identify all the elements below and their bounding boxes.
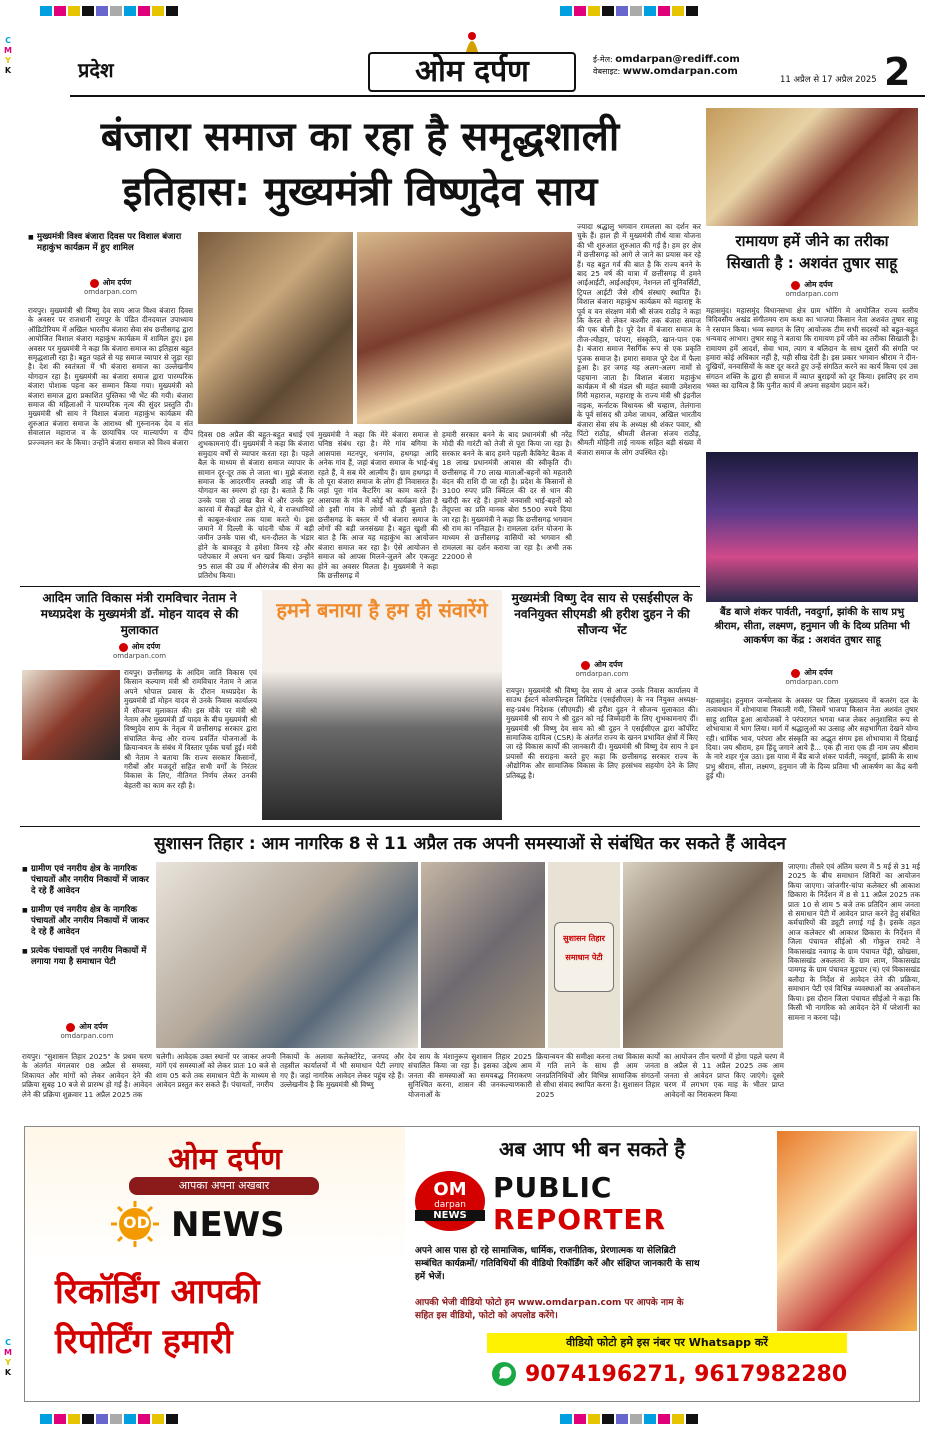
susashan-column-6: का आयोजन तीन चरणों में होगा पहले चरण में 8 अप्रैल से 11 अप्रैल 2025 तक आम जनता से आवेदन प्राप्त किए जाएंगे। दूसरे चरण में लगभग एक माह के भीतर प्राप्त आवेदनों का निराकरण किया <box>664 1052 784 1099</box>
ad-phone-numbers: 9074196271, 9617982280 <box>525 1361 848 1387</box>
susashan-bullet: ■ ग्रामीण एवं नगरीय क्षेत्र के नागरिक पंचायतों और नगरीय निकायों में जाकर दे रहे हैं आवेदन <box>22 864 152 897</box>
ad-od: OD <box>123 1213 150 1232</box>
ramayan-headline: रामायण हमें जीने का तरीका सिखाती है : अशवंत तुषार साहू <box>726 232 898 272</box>
ad-photo-collage <box>777 1131 917 1331</box>
masthead-rule <box>70 95 925 97</box>
masthead-logo: ओम दर्पण <box>368 52 576 92</box>
color-registration-strip <box>40 1414 178 1424</box>
duhan-byline: ओम दर्पण omdarpan.com <box>575 660 629 678</box>
ad-news: NEWS <box>171 1205 285 1245</box>
cmyk-marks-bottom: C M Y K <box>4 1338 12 1377</box>
box-label: समाधान पेटी <box>565 953 603 962</box>
logo-dot-icon <box>791 281 800 290</box>
section-divider <box>20 826 920 827</box>
susashan-column-5: क्रियान्वयन की समीक्षा करना तथा विकास कार्यों में गति लाने के साथ ही आम जनता जनप्रतिनिधियों और विभिन्न सामाजिक संगठनों से सीधा संवाद स्थापित करना है। सुशासन तिहार 2025 <box>536 1052 660 1099</box>
procession-body: महासमुंद। हनुमान जन्मोत्सव के अवसर पर जिला मुख्यालय में बजरंग दल के तत्वावधान में शोभायात्रा निकाली गयी, जिसमें भाजपा किसान नेता अशवंत तुषार साहू शामिल हुआ आयोजकों ने परंपरागत भगवा ध्वज लेकर अनुशासित रूप से शोभायात्रा में भाग लिया। मार्ग में श्रद्धालुओं का उत्साह और सहभागिता देखने योग्य रही। धार्मिक भाव, परंपरा और संस्कृति का अद्भुत संगम इस शोभायात्रा में दिखाई दिया। जय श्रीराम, हम हिंदू जगाने आये हैं... एक ही नारा एक ही नाम जय श्रीराम के नारे शहर गूंज उठा। इस यात्रा में बैंड बाजे शंकर पार्वती, नवदुर्गा, झांकी के साथ प्रभु श्रीराम, सीता, लक्ष्मण, हनुमान जी के दिव्य प्रतिमा भी आकर्षण का केंद्र बनी हुई थी। <box>706 696 918 781</box>
netam-photo <box>22 670 120 760</box>
color-registration-strip <box>40 6 178 16</box>
logo-dot-icon <box>90 279 99 288</box>
lead-column-1: रायपुर। मुख्यमंत्री श्री विष्णु देव साय आज विश्व बंजारा दिवस के अवसर पर राजधानी रायपुर के पंडित दीनदयाल उपाध्याय ऑडिटोरियम में अखिल भारतीय बंजारा सेवा संघ छत्तीसगढ़ द्वारा आयोजित विशाल बंजारा महाकुंभ कार्यक्रम में शामिल हुए। इस अवसर पर मुख्यमंत्री ने कहा कि बंजारा समाज का इतिहास बहुत समृद्धशाली रहा है। बहुत पहले से यह समाज व्यापार से जुड़ा रहा है। देश की स्वतंत्रता में भी बंजारा समाज का उल्लेखनीय योगदान रहा है। मुख्यमंत्री का बंजारा समाज द्वारा पारम्परिक बंजारा पोशाक पहना कर सम्मान किया गया। मुख्यमंत्री को बंजारा समाज द्वारा प्रकाशित पुस्तिका भी भेंट की गयी। बंजारा समाज की महिलाओं ने पारम्परिक नृत्य की सुंदर प्रस्तुति दी। मुख्यमंत्री श्री साय ने विशाल बंजारा महाकुंभ कार्यक्रम की शुरुआत बंजारा समाज के आराध्य श्री गुरुनानक देव व संत सेवालाल महाराज व के छायाचित्र पर माल्यार्पण व दीप प्रज्ज्वलन कर के किया। उन्होंने बंजारा समाज को विश्व बंजारा <box>28 306 193 447</box>
lead-column-2: दिवस 08 अप्रैल की बहुत-बहुत बधाई एवं शुभकामनाएं दीं। मुख्यमंत्री ने कहा कि बंजारा समुदाय वर्षों से व्यापार करता रहा है। पहले बैल के माध्यम से बंजारा समाज व्यापार के सामान दूर-दूर तक ले जाता था। मुझे बंजारा समाज के आदरणीय लक्खी शाह जी के योगदान का स्मरण हो रहा है। बताते हैं कि उनके पास दो लाख बैल थे और उनके हर कारवां में सैकड़ों बैल होते थे, वे राजधानियों से काबुल-कंधार तक यात्रा करते थे। इस जमाने में दिल्ली के चांदनी चौक में बड़ी जमीन उनके पास थी, धन-दौलत के भंडार होने के बावजूद वे हमेशा विनय रहे और परोपकार में अपना धन खर्च किया। उन्होंने 95 साल की उम्र में औरंगजेब की सेना का प्रतिरोध किया। <box>198 430 314 580</box>
color-registration-strip <box>560 6 698 16</box>
ad-call-title: अब आप भी बन सकते है <box>499 1137 685 1161</box>
section-divider <box>20 586 700 587</box>
page-number: 2 <box>884 50 911 94</box>
susashan-column-2: चलेगी। आवेदक उक्त स्थानों पर जाकर अपनी मांगें एवं समस्याओं को लेकर प्रातः 10 बजे से शाम 05 बजे तक समाधान पेटी के माध्यम से आवेदन प्रस्तुत कर सकते हैं। पंचायतों, नगरीय <box>156 1052 276 1090</box>
susashan-bullets <box>22 864 152 968</box>
netam-headline: आदिम जाति विकास मंत्री रामविचार नेताम ने मध्यप्रदेश के मुख्यमंत्री डॉ. मोहन यादव से की मुलाकात <box>40 591 239 637</box>
ramayan-byline: ओम दर्पण omdarpan.com <box>785 280 839 298</box>
section-label: प्रदेश <box>78 58 114 82</box>
ad-reporter: REPORTER <box>493 1203 667 1236</box>
color-registration-strip <box>560 1414 698 1424</box>
procession-photo <box>706 452 918 602</box>
cmyk-marks-top: C M Y K <box>4 36 12 75</box>
susashan-byline: ओम दर्पण omdarpan.com <box>60 1022 114 1040</box>
logo-dot-icon <box>791 669 800 678</box>
ad-whatsapp-label: वीडियो फोटो हमे इस नंबर पर Whatsapp करें <box>487 1333 847 1353</box>
lead-column-3: मुख्यमंत्री ने कहा कि मेरे बंजारा समाज से घनिष्ठ संबंध रहा है। मेरे गांव बगिया के आसपास मटनपुर, धनगांव, हथगढ़ा आदि अनेक गांव हैं, जहां बंजारा समाज के भाई-बंधु रहते हैं, वे सब मेरे आत्मीय हैं। ग्राम हथगढ़ा में तो पूरा बंजारा समाज के लोग ही निवासरत हैं। जहां पूरा गांव कैटरिंग का काम करते हैं। आसपास के गांव में कोई भी कार्यक्रम होता है तो इसी गांव के लोगों को ही बुलाते हैं। छत्तीसगढ़ के बस्तर में भी बंजारा समाज के लोगों की बड़ी जनसंख्या है। बहुत खुशी की बात है कि आज यह महाकुंभ का आयोजन बंजारा समाज कर रहा है। ऐसे आयोजन से समाज को आपस मिलने-जुलने और एकजुट होने का अवसर मिलता है। मुख्यमंत्री ने कहा कि छत्तीसगढ़ में <box>318 430 438 580</box>
contact-info: ई-मेल: omdarpan@rediff.com वेबसाइट: www.omdarpan.com <box>593 54 740 77</box>
lead-photo-lamp <box>198 232 353 424</box>
logo-dot-icon <box>119 643 128 652</box>
susashan-headline: सुशासन तिहार : आम नागरिक 8 से 11 अप्रैल तक अपनी समस्याओं से संबंधित कर सकते हैं आवेदन <box>154 834 786 854</box>
duhan-photo-banner: हमने बनाया है हम ही संवारेंगे <box>276 598 488 622</box>
susashan-photo-office <box>156 862 418 1048</box>
logo-dot-icon <box>581 661 590 670</box>
netam-byline: ओम दर्पण omdarpan.com <box>112 642 167 660</box>
ad-send-note: आपकी भेजी वीडियो फोटो हम www.omdarpan.com पर आपके नाम के सहित इस वीडियो, फोटो को अपलोड करेंगे। <box>415 1298 684 1321</box>
duhan-headline: मुख्यमंत्री विष्णु देव साय से एसईसीएल के नवनियुक्त सीएमडी श्री हरीश दुहन ने की सौजन्य भेंट <box>511 591 693 637</box>
ad-slogan: रिकॉर्डिंग आपकी रिपोर्टिंग हमारी <box>55 1272 260 1362</box>
susashan-column-3: निकायों के अलावा कलेक्टोरेट, जनपद और तहसील कार्यालयों में भी समाधान पेटी लगाए गए हैं। जहां नागरिक आवेदन लेकर पहुंच रहे हैं। उल्लेखनीय है कि मुख्यमंत्री श्री विष्णु <box>280 1052 404 1090</box>
ad-description: अपने आस पास हो रहे सामाजिक, धार्मिक, राजनीतिक, प्रेरणात्मक या सेलिब्रिटी सम्बंधित कार्यक्रमों/ गतिविधियों की वीडियो रिकॉर्डिंग करें और संक्षिप्त जानकारी के साथ हमें भेजें। <box>415 1246 700 1282</box>
issue-date: 11 अप्रैल से 17 अप्रैल 2025 <box>780 75 877 85</box>
email: omdarpan@rediff.com <box>615 54 740 65</box>
box-label: सुशासन तिहार <box>563 934 605 943</box>
ad-tagline: आपका अपना अखबार <box>129 1177 319 1195</box>
lead-column-5: ज्यादा श्रद्धालु भगवान रामलला का दर्शन कर चुके हैं। हाल ही में मुख्यमंत्री तीर्थ यात्रा योजना की भी शुरुआत शुरुआत की गई है। हम हर क्षेत्र में छत्तीसगढ़ को आगे ले जाने का प्रयास कर रहे हैं। यह बहुत गर्व की बात है कि राज्य बनने के बाद 25 वर्ष की यात्रा में छत्तीसगढ़ में हमने आईआईटी, आईआईएम, नेशनल लॉ यूनिवर्सिटी, ट्रिपल आईटी जैसे शीर्ष संस्थाएं स्थापित हैं। विशाल बंजारा महाकुंभ कार्यक्रम को महाराष्ट्र के पूर्व व वन संरक्षण मंत्री श्री संजय राठौड़ ने कहा कि केरल से लेकर कश्मीर तक बंजारा समाज की एक बोली है। पूरे देश में बंजारा समाज के तीज-त्यौहार, परंपरा, संस्कृति, खान-पान एक है। बंजारा समाज नैसर्गिक रूप से एक प्रकृति पूजक समाज है। हमारा समाज पूरे देश में फैला हुआ है। हर जगह यह अलग-अलग नामों से पहचाना जाता है। विशाल बंजारा महाकुंभ कार्यक्रम में श्री मंडल श्री महंत स्वामी उमेशराव गिरी महाराज, महाराष्ट्र के राज्य मंत्री श्री इंद्रनील नाइक, कर्नाटक विधायक श्री चव्हाण, तेलंगाना के पूर्व सांसद श्री उमेश जाधव, अखिल भारतीय बंजारा सेवा संघ के अध्यक्ष श्री शंकर पवार, श्री पिंटो राठौड़, श्रीमती शैलजा संजय राठौड़, श्रीमती मोहिनी ताई नायक सहित बड़ी संख्या में बंजारा समाज के लोग उपस्थित रहे। <box>577 222 701 457</box>
susashan-photo-box <box>548 862 620 1048</box>
lead-headline: बंजारा समाज का रहा है समृद्धशाली इतिहास: मुख्यमंत्री विष्णुदेव साय <box>100 114 620 215</box>
susashan-bullet: ■ ग्रामीण एवं नगरीय क्षेत्र के नागरिक पंचायतों और नगरीय निकायों में जाकर दे रहे हैं आवेदन <box>22 905 152 938</box>
ad-brand: ओम दर्पण <box>168 1142 282 1177</box>
website: www.omdarpan.com <box>622 66 738 77</box>
susashan-photo-meeting <box>421 862 545 1048</box>
susashan-column-4: देव साय के मंशानुरूप सुशासन तिहार 2025 संचालित किया जा रहा है। इसका उद्देश्य आम जनता की समस्याओं का समयबद्ध निराकरण सुनिश्चित करना, शासन की जनकल्याणकारी योजनाओं के <box>408 1052 532 1099</box>
lead-photo-stage <box>357 232 572 424</box>
susashan-photo-officials <box>623 862 783 1048</box>
lead-highlight: ■ मुख्यमंत्री विश्व बंजारा दिवस पर विशाल बंजारा महाकुंभ कार्यक्रम में हुए शामिल <box>28 232 193 254</box>
logo-crown-icon <box>372 28 572 38</box>
netam-body: रायपुर। छत्तीसगढ़ के आदिम जाति विकास एवं किसान कल्याण मंत्री श्री रामविचार नेताम ने आज अपने भोपाल प्रवास के दौरान मध्यप्रदेश के मुख्यमंत्री डॉ मोहन यादव से उनके निवास कार्यालय में सौजन्य मुलाकात की। इस मौके पर मंत्री श्री नेताम और मुख्यमंत्री डॉ यादव के बीच मुख्यमंत्री श्री विष्णुदेव साय के नेतृत्व में छत्तीसगढ़ सरकार द्वारा संचालित केन्द्र और राज्य प्रवर्तित योजनाओं के क्रियान्वयन के संबंध में विस्तार पूर्वक चर्चा हुई। मंत्री श्री नेताम ने बताया कि राज्य सरकार किसानों, गरीबों और मजदूरों सहित सभी वर्गों के निरंतर विकास के लिए, नीतिगत निर्णय लेकर उनकी बेहतरी का काम कर रही है। <box>124 668 257 790</box>
ad-public: PUBLIC <box>493 1171 613 1204</box>
logo-dot-icon <box>66 1023 75 1032</box>
lead-byline: ओम दर्पण omdarpan.com <box>83 278 138 296</box>
ramayan-photo <box>706 108 918 226</box>
duhan-body: रायपुर। मुख्यमंत्री श्री विष्णु देव साय से आज उनके निवास कार्यालय में साउथ ईस्टर्न कोलफील्ड्स लिमिटेड (एसईसीएल) के नव नियुक्त अध्यक्ष-सह-प्रबंध निदेशक (सीएमडी) श्री हरीश दुहन ने सौजन्य मुलाकात की। मुख्यमंत्री श्री साय ने श्री दुहन को नई जिम्मेदारी के लिए शुभकामनाएं दीं। मुख्यमंत्री श्री विष्णु देव साय को श्री दुहन ने एसईसीएल द्वारा कॉर्पोरेट सामाजिक दायित्व (CSR) के अंतर्गत राज्य के खनन प्रभावित क्षेत्रों में किए जा रहे विकास कार्यों की जानकारी दी। मुख्यमंत्री श्री विष्णु देव साय ने इन प्रयासों की सराहना करते हुए कहा कि छत्तीसगढ़ सरकार राज्य के औद्योगिक और सामाजिक विकास के लिए हरसंभव सहयोग देने के लिए प्रतिबद्ध है। <box>506 686 698 780</box>
om-darpan-badge: OM darpan NEWS <box>415 1171 485 1231</box>
procession-byline: ओम दर्पण omdarpan.com <box>785 668 839 686</box>
duhan-photo <box>262 590 502 820</box>
lead-column-4: हमारी सरकार बनने के बाद प्रधानमंत्री श्री नरेंद्र मोदी की गारंटी को तेजी से पूरा किया जा रहा है। सरकार बनने के बाद हमने पहली कैबिनेट बैठक में 18 लाख प्रधानमंत्री आवास की स्वीकृति दी। छत्तीसगढ़ में 70 लाख माताओं-बहनों को महतारी वंदन की राशि दी जा रही है। प्रदेश के किसानों से 3100 रुपए प्रति क्विंटल की दर से धान की खरीदी कर रहे हैं। हमारे वनवासी भाई-बहनों को तेंदूपत्ता का प्रति मानक बोरा 5500 रुपये दिया जा रहा है। मुख्यमंत्री ने कहा कि छत्तीसगढ़ भगवान श्री राम का ननिहाल है। रामलला दर्शन योजना के माध्यम से छत्तीसगढ़ वासियों को भगवान श्री रामलला का दर्शन कराया जा रहा है। अभी तक 22000 से <box>442 430 572 562</box>
susashan-right-column: जाएगा। तीसरे एवं अंतिम चरण में 5 मई से 31 मई 2025 के बीच समाधान शिविरों का आयोजन किया जाएगा। जांजगीर-चांपा कलेक्टर श्री आकाश छिकारा के निर्देशन में 8 से 11 अप्रैल 2025 तक प्रातः 10 से शाम 5 बजे तक प्रतिदिन आम जनता से समाधान पेटी में आवेदन प्राप्त करने हेतु संबंधित कर्मचारियों की ड्यूटी लगाई गई है। इसके तहत आज कलेक्टर श्री आकाश छिकारा के निर्देशन में जिला पंचायत सीईओ श्री गोकुल रावटे ने विकासखंड नवागढ़ के ग्राम पंचायत पेंड्री, खोखसा, विकासखंड अकलतरा के ग्राम लाण, विकासखंड पामगढ़ के ग्राम पंचायत मुड़पार (च) एवं विकासखंड बलौदा के निर्देश से आवेदन लेने की प्रक्रिया, समाधान पेटी एवं विभिन्न व्यवस्थाओं का अवलोकन किया। इस दौरान जिला पंचायत सीईओ ने कहा कि किसी भी नागरिक को आवेदन देने में परेशानी का सामना न करना पड़े। <box>788 862 920 1022</box>
advertisement <box>24 1126 920 1402</box>
whatsapp-icon <box>491 1361 517 1387</box>
ramayan-body: महासमुंद। महासमुंद विधानसभा क्षेत्र ग्राम भोरिंग मे आयोजित राज्य स्तरीय त्रिदिवसीय अखंड संगीतमय राम कथा का भाजपा किसान नेता अशवंत तुषार साहू ने रसपान किया। भव्य स्वागत के लिए आयोजक टीम सभी सदस्यों को बहुत-बहुत धन्यवाद आभार। तुषार साहू ने बताया कि रामायण हमें जीने का तरीका सिखाती है। रामायण हमें आदर्श, सेवा भाव, त्याग व बलिदान के साथ दूसरों की संगति पर हमारा कोई अधिकार नहीं है, यही सीख देती है। इस प्रकार भगवान श्रीराम ने दीन-दुखियों, वनवासियों के कष्ट दूर करते हुए उन्हें संगठित करने का कार्य किया एवं उस संगठन शक्ति के द्वारा ही समाज में व्याप्त बुराइयों को दूर किया। इसलिए हर राम भक्त का दायित्व है कि पुनीत कार्य में अपना सहयोग प्रदान करें। <box>706 306 918 391</box>
susashan-column-1: रायपुर। "सुशासन तिहार 2025" के प्रथम चरण के अंतर्गत मंगलवार 08 अप्रैल से समस्या, शिकायत और मांगों को लेकर आवेदन देने की प्रक्रिया सुबह 10 बजे से प्रारम्भ हो गई है। आवेदन लेने की प्रक्रिया शुक्रवार 11 अप्रैल 2025 तक <box>22 1052 152 1099</box>
susashan-bullet: ■ प्रत्येक पंचायतों एवं नगरीय निकायों में लगाया गया है समाधान पेटी <box>22 946 152 968</box>
procession-headline: बैंड बाजे शंकर पार्वती, नवदुर्गा, झांकी के साथ प्रभु श्रीराम, सीता, लक्ष्मण, हनुमान जी के दिव्य प्रतिमा भी आकर्षण का केंद्र : अशवंत तुषार साहू <box>714 607 910 646</box>
